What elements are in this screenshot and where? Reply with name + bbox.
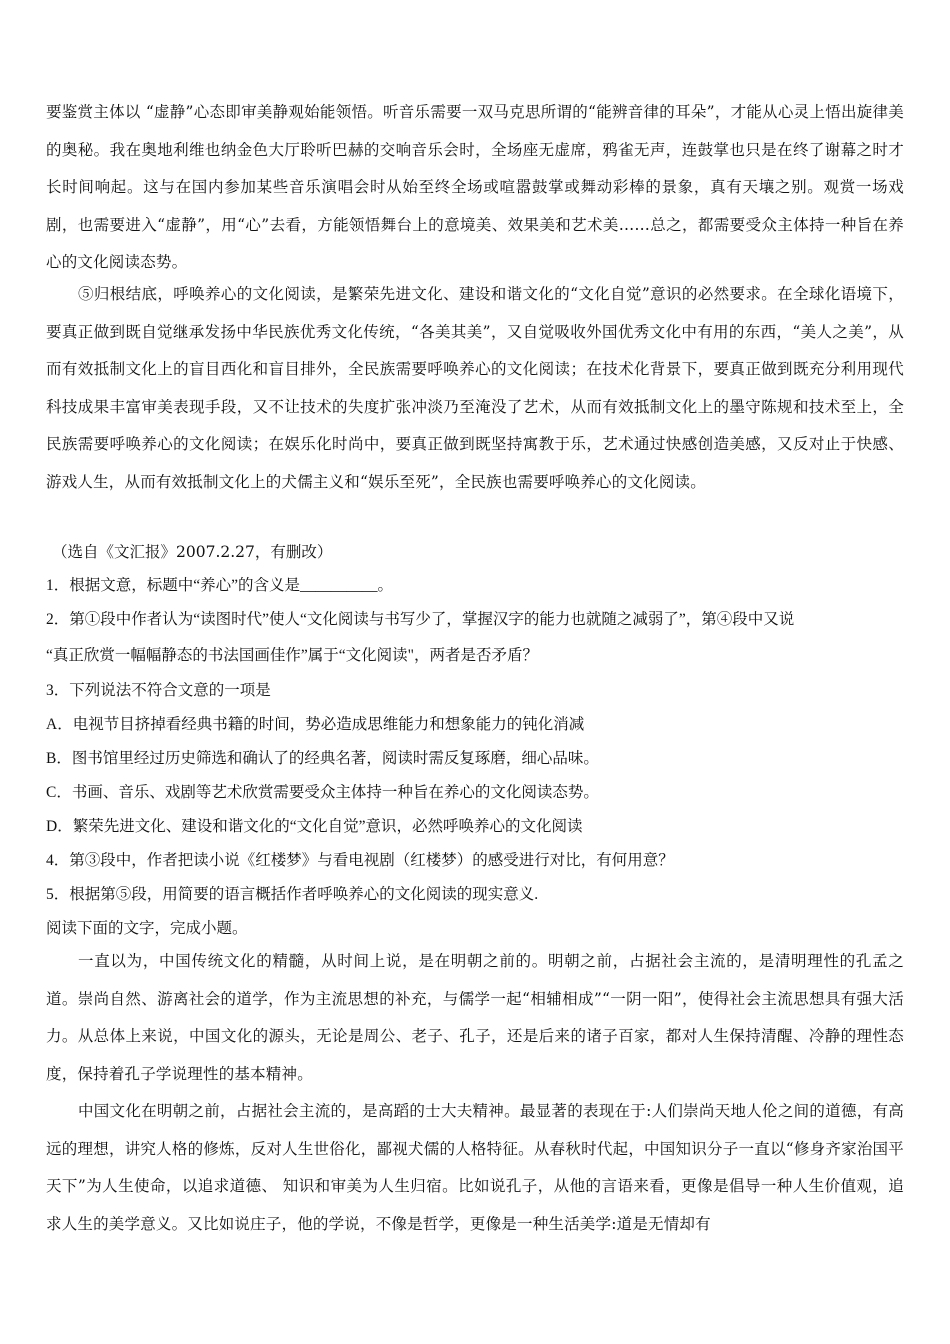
question-3-option-b: B．图书馆里经过历史筛选和确认了的经典名著，阅读时需反复琢磨，细心品味。 — [46, 750, 599, 767]
reading-instruction: 阅读下面的文字，完成小题。 — [46, 920, 248, 937]
source-citation: （选自《文汇报》2007.2.27，有删改） — [52, 543, 333, 561]
paragraph-5: ⑤归根结底，呼唤养心的文化阅读，是繁荣先进文化、建设和谐文化的“文化自觉”意识的必然要求。在全球化语境下，要真正做到既自觉继承发扬中华民族优秀文化传统，“各美其美”，又自觉吸收外国优秀文化中有用的东西，“美人之美”，从而有效抵制文化上的盲目西化和盲目排外，全民族需要呼唤养心的文化阅读；在技术化背景下，要真正做到既充分利用现代科技成果丰富审美表现手段，又不让技术的失度扩张冲淡乃至淹没了艺术，从而有效抵制文化上的墨守陈规和技术至上，全民族需要呼唤养心的文化阅读；在娱乐化时尚中，要真正做到既坚持寓教于乐，艺术通过快感创造美感，又反对止于快感、游戏人生，从而有效抵制文化上的犬儒主义和“娱乐至死”，全民族也需要呼唤养心的文化阅读。 — [46, 285, 904, 491]
question-5: 5．根据第⑤段，用简要的语言概括作者呼唤养心的文化阅读的现实意义. — [46, 886, 539, 903]
question-2-line-1: 2．第①段中作者认为“读图时代”使人“文化阅读与书写少了，掌握汉字的能力也就随之减弱了”，第④段中又说 — [46, 611, 795, 628]
question-1: 1．根据文意，标题中“养心”的含义是__________。 — [46, 577, 394, 594]
passage-2-paragraph-2: 中国文化在明朝之前，占据社会主流的，是高蹈的士大夫精神。最显著的表现在于:人们崇尚天地人伦之间的道德，有高远的理想，讲究人格的修炼，反对人生世俗化，鄙视犬儒的人格特征。从春秋时代起，中国知识分子一直以“修身齐家治国平天下”为人生使命，以追求道德、 知识和审美为人生归宿。比如说孔子，从他的言语来看，更像是倡导一种人生价值观，追求人生的美学意义。又比如说庄子，他的学说，不像是哲学，更像是一种生活美学:道是无情却有 — [46, 1102, 904, 1233]
passage-continuation: 要鉴赏主体以 “虚静”心态即审美静观始能领悟。听音乐需要一双马克思所谓的“能辨音律的耳朵”，才能从心灵上悟出旋律美的奥秘。我在奥地利维也纳金色大厅聆听巴赫的交响音乐会时，全场座无虚席，鸦雀无声，连鼓掌也只是在终了谢幕之时才长时间响起。这与在国内参加某些音乐演唱会时从始至终全场或喧嚣鼓掌或舞动彩棒的景象，真有天壤之别。观赏一场戏剧，也需要进入“虚静”，用“心”去看，方能领悟舞台上的意境美、效果美和艺术美……总之，都需要受众主体持一种旨在养心的文化阅读态势。 — [46, 103, 904, 272]
passage-2-paragraph-1: 一直以为，中国传统文化的精髓，从时间上说，是在明朝之前的。明朝之前，占据社会主流的，是清明理性的孔孟之道。崇尚自然、游离社会的道学，作为主流思想的补充，与儒学一起“相辅相成”“一阴一阳”，使得社会主流思想具有强大活力。从总体上来说，中国文化的源头，无论是周公、老子、孔子，还是后来的诸子百家，都对人生保持清醒、冷静的理性态度，保持着孔子学说理性的基本精神。 — [46, 952, 904, 1083]
question-3-option-a: A．电视节目挤掉看经典书籍的时间，势必造成思维能力和想象能力的钝化消减 — [46, 716, 585, 733]
question-3-option-d: D．繁荣先进文化、建设和谐文化的“文化自觉”意识，必然呼唤养心的文化阅读 — [46, 818, 583, 835]
question-4: 4．第③段中，作者把读小说《红楼梦》与看电视剧（红楼梦）的感受进行对比，有何用意？ — [46, 852, 674, 869]
question-3: 3．下列说法不符合文意的一项是 — [46, 682, 271, 699]
question-3-option-c: C．书画、音乐、戏剧等艺术欣赏需要受众主体持一种旨在养心的文化阅读态势。 — [46, 784, 599, 801]
question-2-line-2: “真正欣赏一幅幅静态的书法国画佳作”属于“文化阅读"，两者是否矛盾？ — [46, 647, 538, 664]
